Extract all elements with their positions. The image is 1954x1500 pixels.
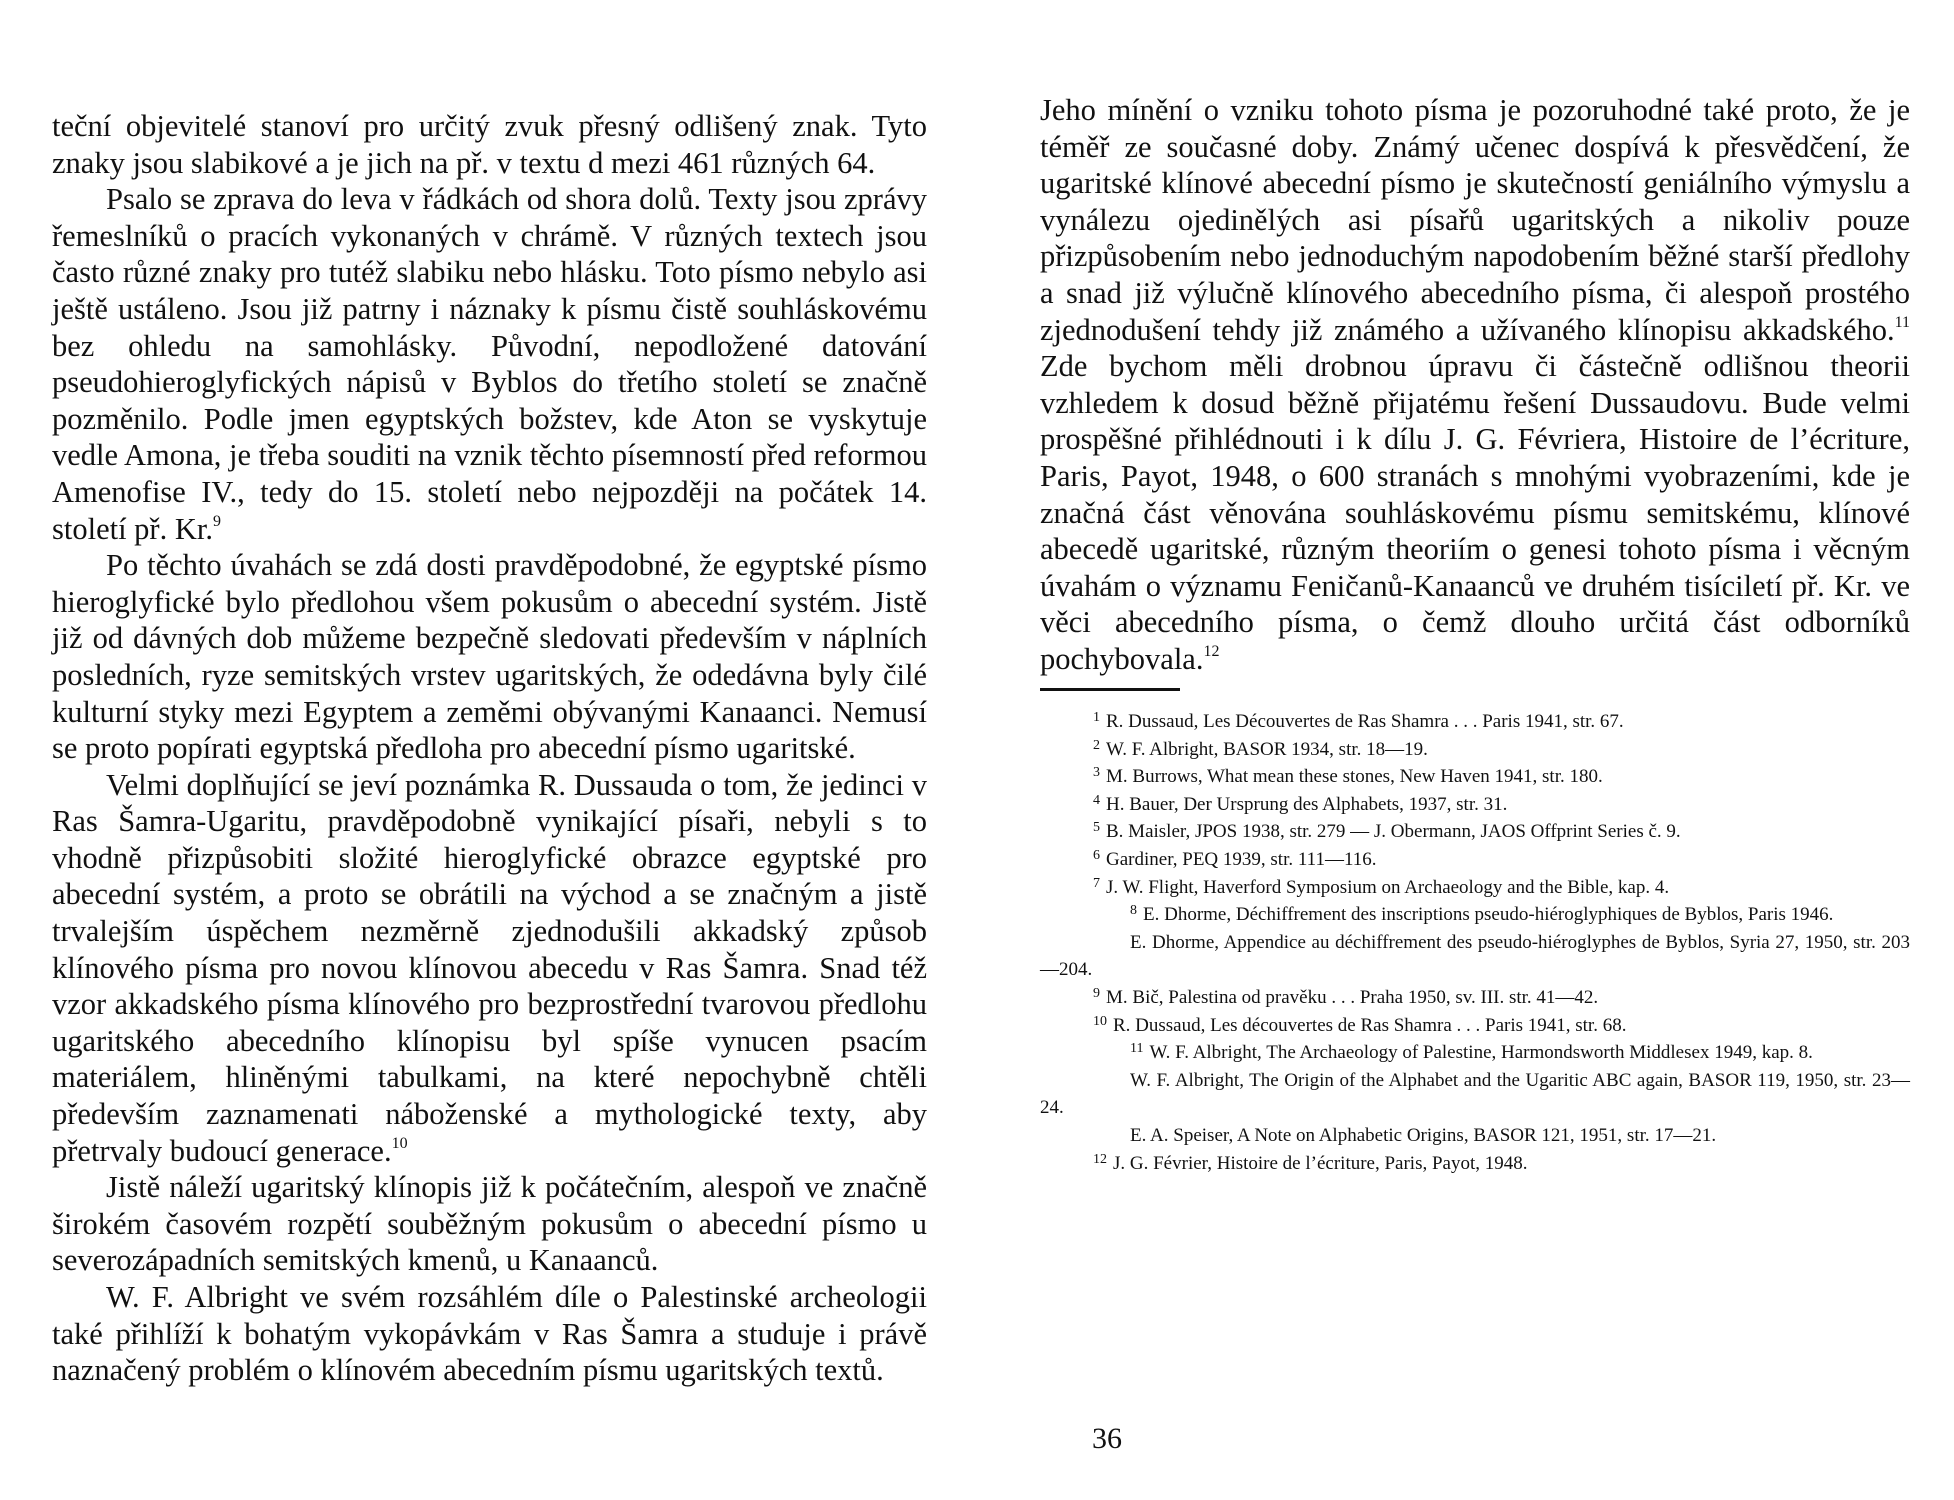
footnote: $^5$ B. Maisler, JPOS 1938, str. 279 — J. Obermann, JAOS Offprint Series č. 9. [1093,820,1681,843]
footnote: $^1$ R. Dussaud, Les Découvertes de Ras Shamra . . . Paris 1941, str. 67. [1093,710,1624,732]
footnote: $^{10}$ R. Dussaud, Les découvertes de Ras Shamra . . . Paris 1941, str. 68. [1093,1013,1627,1036]
footnote: $^9$ M. Bič, Palestina od pravěku . . . Praha 1950, sv. III. str. 41—42. [1093,985,1599,1008]
footnote: W. F. Albright, The Origin of the Alphabet and the Ugaritic ABC again, BASOR 119, 1950, str. 23—24. [1040,1069,1910,1119]
paragraph: Po těchto úvahách se zdá dosti pravděpodobné, že egyptské písmo hieroglyfické bylo předlohou všem pokusům o abecední systém. Jistě již od dávných dob můžeme bezpečně sledovati především v náplních posledních, ryze semitských vrstev ugaritských, že odedávna byly čilé kulturní styky mezi Egyptem a zeměmi obývanými Kanaanci. Nemusí se proto popírati egyptská předloha pro abecední písmo ugaritské. [52,548,927,766]
footnote-ref[interactable]: 12 [1203,642,1220,660]
footnote: $^7$ J. W. Flight, Haverford Symposium on Archaeology and the Bible, kap. 4. [1093,875,1670,898]
footnote-ref[interactable]: 11 [1894,313,1910,331]
footnote: E. A. Speiser, A Note on Alphabetic Origins, BASOR 121, 1951, str. 17—21. [1130,1124,1717,1146]
footnote: $^4$ H. Bauer, Der Ursprung des Alphabets, 1937, str. 31. [1093,792,1508,815]
paragraph: Jistě náleží ugaritský klínopis již k počátečním, alespoň ve značně širokém časovém rozpětí souběžným pokusům o abecední písmo u severozápadních semitských kmenů, u Kanaanců. [52,1170,927,1278]
footnotes [1040,708,1910,1177]
footnote: E. Dhorme, Appendice au déchiffrement des pseudo-hiéroglyphes de Byblos, Syria 27, 1950, str. 203—204. [1040,931,1910,981]
paragraph: Psalo se zprava do leva v řádkách od shora dolů. Texty jsou zprávy řemeslníků o pracích vykonaných v chrámě. V různých textech jsou často různé znaky pro tutéž slabiku nebo hlásku. Toto písmo nebylo asi ještě ustáleno. Jsou již patrny i náznaky k písmu čistě souhláskovému bez ohledu na samohlásky. Původní, nepodložené datování pseudohieroglyfických nápisů v Byblos do třetího století se značně pozměnilo. Podle jmen egyptských božstev, kde Aton se vyskytuje vedle Amona, je třeba souditi na vznik těchto písemností před reformou Amenofise IV., tedy do 15. století nebo nejpozději na počátek 14. století př. Kr.$^9$ [52,182,927,546]
paragraph: teční objevitelé stanoví pro určitý zvuk přesný odlišený znak. Tyto znaky jsou slabikové a je jich na př. v textu d mezi 461 různých 64. [52,109,927,180]
footnote: $^2$ W. F. Albright, BASOR 1934, str. 18—19. [1093,737,1428,760]
left-page-text [52,108,927,1389]
page-number: 36 [1092,1422,1122,1455]
footnote-ref[interactable]: 10 [391,1134,408,1152]
paragraph: W. F. Albright ve svém rozsáhlém díle o Palestinské archeologii také přihlíží k bohatým vykopávkám v Ras Šamra a studuje i právě naznačený problém o klínovém abecedním písmu ugaritských textů. [52,1280,927,1388]
footnote: $^{11}$ W. F. Albright, The Archaeology of Palestine, Harmondsworth Middlesex 1949, kap. 8. [1130,1041,1813,1064]
right-page-text [1040,92,1910,678]
footnote: $^3$ M. Burrows, What mean these stones, New Haven 1941, str. 180. [1093,765,1603,788]
footnote-ref[interactable]: 9 [212,512,221,530]
footnote-divider [1040,688,1180,691]
paragraph: Velmi doplňující se jeví poznámka R. Dussauda o tom, že jedinci v Ras Šamra-Ugaritu, pravděpodobně vynikající písaři, nebyli s to vhodně přizpůsobiti složité hieroglyfické obrazce egyptské pro abecední systém, a proto se obrátili na východ a se značným a jistě trvalejším úspěchem nezměrně zjednodušili akkadský způsob klínového písma pro novou klínovou abecedu v Ras Šamra. Snad též vzor akkadského písma klínového pro bezprostřední tvarovou předlohu ugaritského abecedního klínopisu byl spíše vynucen psacím materiálem, hliněnými tabulkami, na které nepochybně chtěli především zaznamenati náboženské a mythologické texty, aby přetrvaly budoucí generace.$^{10}$ [52,767,927,1168]
footnote: $^6$ Gardiner, PEQ 1939, str. 111—116. [1093,847,1377,870]
footnote: $^8$ E. Dhorme, Déchiffrement des inscriptions pseudo-hiéroglyphiques de Byblos, Paris 1946. [1130,903,1834,926]
paragraph: Jeho mínění o vzniku tohoto písma je pozoruhodné také proto, že je téměř ze současné doby. Známý učenec dospívá k přesvědčení, že ugaritské klínové abecední písmo je skutečností geniálního výmyslu a vynálezu ojedinělých asi písařů ugaritských a nikoliv pouze přizpůsobením nebo jednoduchým napodobením běžné starší předlohy a snad již výlučně klínového abecedního písma, či alespoň prostého zjednodušení tehdy již známého a užívaného klínopisu akkadského.$^{11}$ Zde bychom měli drobnou úpravu či částečně odlišnou theorii vzhledem k dosud běžně přijatému řešení Dussaudovu. Bude velmi prospěšné přihlédnouti i k dílu J. G. Févriera, Histoire de l’écriture, Paris, Payot, 1948, o 600 stranách s mnohými vyobrazeními, kde je značná část věnována souhláskovému písmu semitskému, klínové abecedě ugaritské, různým theoriím o genesi tohoto písma i věcným úvahám o významu Feničanů-Kanaanců ve druhém tisíciletí př. Kr. ve věci abecedního písma, o čemž dlouho určitá část odborníků pochybovala.$^{12}$ [1040,93,1910,676]
footnote: $^{12}$ J. G. Février, Histoire de l’écriture, Paris, Payot, 1948. [1093,1151,1528,1174]
